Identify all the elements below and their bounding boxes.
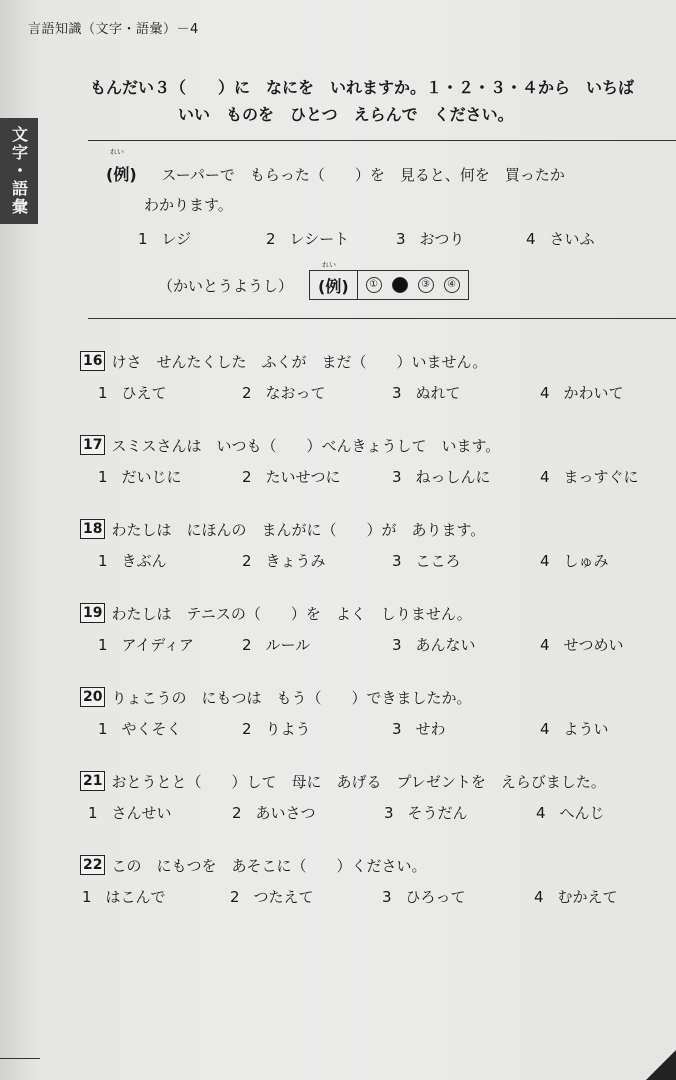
option-3[interactable]: 3 ぬれて — [392, 384, 461, 402]
example-sentence-line-1 — [106, 148, 565, 190]
question-text: スミスさんは いつも（ ）べんきょうして います。 — [111, 436, 501, 455]
example-sentence-line-2: わかります。 — [144, 196, 233, 214]
question-number: 20 — [80, 687, 105, 707]
question-number: 18 — [80, 519, 105, 539]
question-18 — [80, 516, 609, 576]
answer-circle-4: ④ — [444, 277, 460, 293]
question-16 — [80, 348, 624, 408]
question-options — [80, 718, 609, 744]
instruction-line-2: いい ものを ひとつ えらんで ください。 — [178, 105, 514, 124]
question-number: 17 — [80, 435, 105, 455]
example-divider — [88, 318, 676, 319]
question-options — [80, 466, 639, 492]
question-text: りょこうの にもつは もう（ ）できましたか。 — [111, 688, 472, 707]
option-4[interactable]: 4 せつめい — [540, 636, 624, 654]
option-2[interactable]: 2 あいさつ — [232, 804, 316, 822]
option-2[interactable]: 2 りよう — [242, 720, 311, 738]
option-1[interactable]: 1 さんせい — [88, 804, 172, 822]
question-21 — [80, 768, 606, 828]
question-number: 19 — [80, 603, 105, 623]
question-options — [80, 886, 618, 912]
option-2[interactable]: 2 ルール — [242, 636, 311, 654]
answer-circle-2-filled — [392, 277, 408, 293]
question-text: わたしは にほんの まんがに（ ）が あります。 — [111, 520, 486, 539]
option-2[interactable]: 2 つたえて — [230, 888, 314, 906]
option-3[interactable]: 3 ねっしんに — [392, 468, 491, 486]
option-3[interactable]: 3 こころ — [392, 552, 461, 570]
example-tag: れい (例) — [106, 148, 137, 184]
example-option-1: 1 レジ — [138, 230, 192, 248]
answer-circle-3: ③ — [418, 277, 434, 293]
option-4[interactable]: 4 かわいて — [540, 384, 624, 402]
example-option-4: 4 さいふ — [526, 230, 595, 248]
page-corner-mark — [646, 1050, 676, 1080]
example-option-2: 2 レシート — [266, 230, 350, 248]
question-text: おとうとと（ ）して 母に あげる プレゼントを えらびました。 — [111, 772, 606, 791]
question-17 — [80, 432, 639, 492]
question-text: けさ せんたくした ふくが まだ（ ）いません。 — [111, 352, 488, 371]
question-options — [80, 550, 609, 576]
answer-sheet-label: （かいとうようし） — [158, 276, 294, 295]
question-19 — [80, 600, 624, 660]
section-side-tab: 文字・語彙 — [0, 118, 38, 224]
option-3[interactable]: 3 ひろって — [382, 888, 466, 906]
question-text: わたしは テニスの（ ）を よく しりません。 — [111, 604, 472, 623]
question-number: 21 — [80, 771, 105, 791]
option-1[interactable]: 1 ひえて — [98, 384, 167, 402]
instruction-block — [90, 74, 634, 128]
option-2[interactable]: 2 なおって — [242, 384, 326, 402]
option-4[interactable]: 4 ようい — [540, 720, 609, 738]
option-1[interactable]: 1 きぶん — [98, 552, 167, 570]
question-22 — [80, 852, 618, 912]
question-number: 16 — [80, 351, 105, 371]
question-options — [80, 802, 606, 828]
question-number: 22 — [80, 855, 105, 875]
option-4[interactable]: 4 へんじ — [536, 804, 605, 822]
top-divider — [88, 140, 676, 141]
answer-example-tag: れい (例) — [310, 271, 358, 299]
instruction-line-1: もんだい３（ ）に なにを いれますか。１・２・３・４から いちば — [90, 78, 635, 97]
option-3[interactable]: 3 あんない — [392, 636, 476, 654]
question-20 — [80, 684, 609, 744]
option-2[interactable]: 2 きょうみ — [242, 552, 326, 570]
option-3[interactable]: 3 そうだん — [384, 804, 468, 822]
answer-circle-1: ① — [366, 277, 382, 293]
example-options — [106, 224, 595, 254]
option-3[interactable]: 3 せわ — [392, 720, 446, 738]
bottom-left-rule — [0, 1058, 40, 1059]
page-header: 言語知識（文字・語彙）－4 — [28, 22, 199, 37]
option-2[interactable]: 2 たいせつに — [242, 468, 341, 486]
option-1[interactable]: 1 アイディア — [98, 636, 194, 654]
example-block — [106, 148, 595, 254]
answer-sheet-example — [158, 261, 469, 300]
option-1[interactable]: 1 やくそく — [98, 720, 182, 738]
example-option-3: 3 おつり — [396, 230, 465, 248]
example-tag-ruby: れい — [110, 148, 124, 156]
question-options — [80, 382, 624, 408]
option-4[interactable]: 4 しゅみ — [540, 552, 609, 570]
question-options — [80, 634, 624, 660]
option-4[interactable]: 4 むかえて — [534, 888, 618, 906]
option-4[interactable]: 4 まっすぐに — [540, 468, 639, 486]
answer-box — [309, 261, 469, 300]
option-1[interactable]: 1 だいじに — [98, 468, 182, 486]
question-text: この にもつを あそこに（ ）ください。 — [111, 856, 427, 875]
answer-circles — [358, 277, 468, 293]
option-1[interactable]: 1 はこんで — [82, 888, 166, 906]
example-sentence-part1: スーパーで もらった（ ）を 見ると、何を 買ったか — [161, 166, 565, 184]
